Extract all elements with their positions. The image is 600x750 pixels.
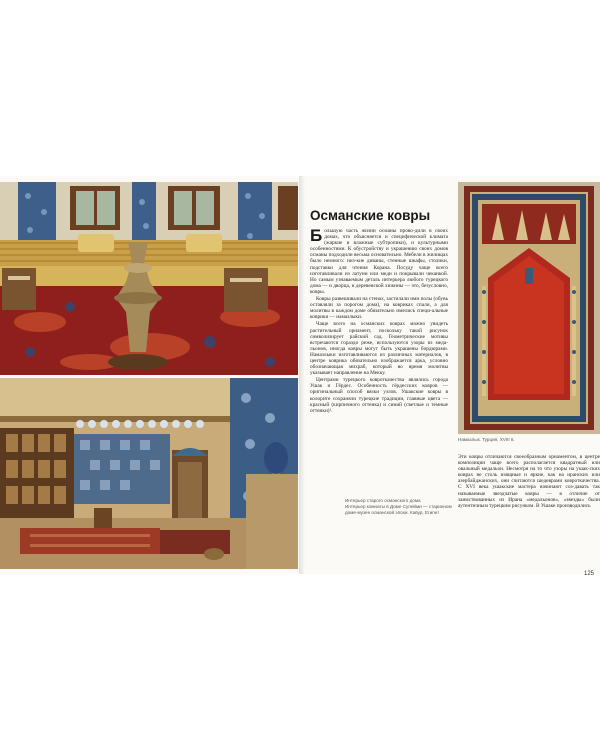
book-spread: [0, 176, 600, 577]
text-column-left: [310, 228, 448, 415]
interior-photo-bottom: [0, 378, 298, 569]
text-column-right: [458, 454, 600, 510]
dropcap: Б: [310, 226, 323, 245]
caption-line-1: Интерьер старого османского дома: [345, 498, 421, 503]
caption-interiors: [345, 498, 455, 516]
caption-line-2: Интерьер комнаты в Доме Сулейми — старинном доме-музее османской эпохи. Кавур, Египет: [345, 504, 452, 515]
paragraph: Центрами турецкого ковроткачества являлись города Ушак и Гёрдес. Особенность гёрдесских ковров — оригинальный способ вязки узлов. Ушакские ковры в колорите сохраняли турецкие традиции, главные цвета — красный (кирпичного оттенка) и синий (светлые и темные оттенки)¹.: [310, 377, 448, 414]
caption-prayer-rug: Намазлык. Турция, XVIII в.: [458, 437, 515, 442]
paragraph: [310, 228, 448, 295]
paragraph: Чаще всего на османских коврах можно увидеть растительный орнамент, поскольку такой рисунок символизирует райский сад. Геометрические мотивы встречаются гораздо реже, используются узоры из меда-льонов, иногда ковры могут быть украшены бордюрами. Намазлыки изготавливаются из различных материалов, в центре коврика обязательно изображается арка, условно обозначающая михраб, который во время молитвы указывает направление на Мекку.: [310, 321, 448, 377]
interior-photo-top: [0, 182, 298, 375]
prayer-rug-photo: [458, 182, 600, 434]
page-title: Османские ковры: [310, 208, 431, 223]
page-number: 125: [583, 571, 594, 577]
paragraph-text: ольшую часть жизни османы прово-дили в своих домах, что объясняется и специфической климата (жаркие и влажные субтропики), и культурными особенностями. К обустройству и украшению своих домов османы подходили весьма основательно. Мебели в жилищах было немного: низ-кие диваны, стенные шкафы, столики, подставки для чтения Корана. Посуду чаще всего изготавливали из латуни или меди и покрывали чеканкой. Но самым узнаваемым деталь интерьера любого турецкого дома — и дворца, и деревенской хижины — это, безусловно, ковры.: [310, 228, 448, 295]
book-gutter: [299, 176, 305, 574]
paragraph: Ковры развешивали на стенах, застилали ими полы (обувь оставляли за порогом дома), на ковриках спали, а для молитвы в каждом доме обязательно имелись специ-альные коврики — намазлыки.: [310, 296, 448, 321]
paragraph: Эти ковры отличаются своеобразным орнаментом, в центре композиции чаще всего располагается квадратный или овальный медальон. Несмотря на то что узоры на ушак-ских коврах не столь изящные и яркие, как на иранских или азербайджанских, они считаются шедеврами ковроткачества. С XVI века ушакские мастера начинают соз-давать так называемые звездчатые ковры — в отличие от заимствованных из Ирана «медальонов», «звезды» были аутентичным турецким рисунком. В Ушаке производились: [458, 454, 600, 509]
